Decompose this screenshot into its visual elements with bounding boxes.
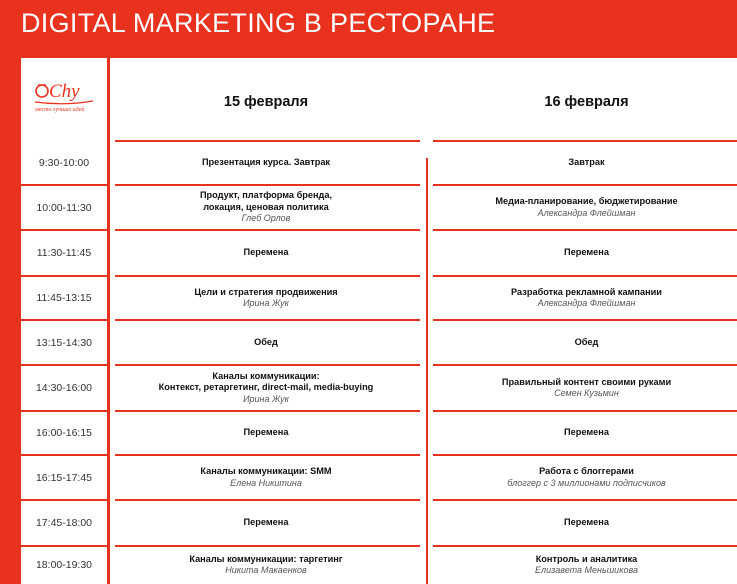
row-line-day2 [433,499,737,501]
time-slot: 13:15-14:30 [35,336,93,349]
session-title: Обед [254,336,278,347]
time-slot: 14:30-16:00 [35,382,93,394]
session-cell-day1 [116,320,416,365]
day-header-1: 15 февраля [223,94,309,110]
schedule-row [21,230,737,276]
session-cell-day1 [116,365,416,411]
time-row-line [21,275,107,277]
session-cell-day1 [116,500,416,546]
session-title: Продукт, платформа бренда, [199,190,333,201]
time-row-line [21,364,107,366]
session-title: Перемена [564,247,609,258]
time-row-line [21,499,107,501]
session-cell-day2 [436,546,737,584]
row-line-day1 [115,499,420,501]
day-header-2: 16 февраля [544,94,629,110]
session-cell-day2 [436,365,737,411]
time-slot: 9:30-10:00 [38,157,90,169]
schedule-row [21,411,737,455]
schedule-table [21,58,737,584]
time-slot: 16:00-16:15 [35,427,93,439]
session-title: Перемена [243,247,289,258]
session-title: Перемена [243,427,289,438]
time-slot: 17:45-18:00 [35,517,93,529]
session-title: Медиа-планирование, бюджетирование [495,196,678,206]
session-speaker: Александра Флейшман [537,298,636,308]
session-cell-day1 [116,455,416,500]
session-title: Презентация курса. Завтрак [201,157,331,168]
session-cell-day1 [116,546,416,584]
row-line-day1 [115,364,420,366]
row-line-day1 [115,184,420,186]
time-row-line [21,319,107,321]
schedule-row [21,365,737,411]
schedule-row [21,455,737,500]
session-speaker: Елена Никитина [230,477,302,488]
time-row-line [21,229,107,231]
time-slot: 10:00-11:30 [36,201,92,214]
session-cell-day2 [436,185,737,230]
schedule-row [21,276,737,320]
schedule-row [21,185,737,230]
time-row-line [21,545,107,547]
row-line-day2 [433,454,737,456]
row-line-day1 [115,410,420,412]
session-speaker: Елизавета Меньшикова [535,565,638,575]
session-speaker: Александра Флейшман [537,207,636,218]
session-cell-day1 [116,141,416,185]
session-title: Цели и стратегия продвижения [194,286,338,297]
session-cell-day2 [436,455,737,500]
session-speaker: Ирина Жук [243,298,289,308]
schedule-row [21,141,737,185]
time-slot: 11:45-13:15 [36,292,92,304]
row-line-day2 [433,275,737,277]
session-cell-day2 [436,320,737,365]
row-line-day1 [115,545,420,547]
logo-mark: Chy [49,81,80,102]
session-speaker: Семен Кузьмин [554,388,619,398]
session-title: Перемена [243,517,289,528]
time-row-line [21,184,107,186]
session-title: локация, ценовая политика [203,201,329,212]
session-title: Контекст, ретаргетинг, direct-mail, media-buying [158,382,374,393]
session-speaker: Глеб Орлов [241,213,291,224]
logo-graphic [29,76,99,116]
session-title: Перемена [564,427,609,438]
logo [29,76,99,116]
session-speaker: Ирина Жук [243,393,289,404]
session-title: Каналы коммуникации: таргетинг [189,553,343,564]
session-cell-day2 [436,276,737,320]
session-title: Перемена [564,517,609,528]
page-title: DIGITAL MARKETING В РЕСТОРАНЕ [21,8,496,38]
session-speaker: Никита Макаенков [225,565,307,575]
session-title: Каналы коммуникации: SMM [200,466,332,476]
session-cell-day2 [436,500,737,546]
time-row-line [21,454,107,456]
session-speaker: блоггер с 3 миллионами подписчиков [507,477,666,488]
time-slot: 11:30-11:45 [36,247,92,259]
session-cell-day1 [116,230,416,276]
schedule-row [21,320,737,365]
session-title: Обед [574,336,599,347]
session-cell-day2 [436,141,737,185]
session-title: Каналы коммуникации: [212,370,320,381]
row-line-day2 [433,364,737,366]
schedule-row [21,500,737,546]
row-line-day2 [433,184,737,186]
session-title: Правильный контент своими руками [501,376,672,387]
row-line-day1 [115,454,420,456]
row-line-day2 [433,410,737,412]
row-line-day1 [115,229,420,231]
session-cell-day1 [116,276,416,320]
session-title: Работа с блоггерами [539,466,634,476]
row-line-day1 [115,319,420,321]
logo-tagline: место лучших идей [35,107,85,113]
row-line-day2 [433,319,737,321]
row-line-day1 [115,275,420,277]
time-row-line [21,410,107,412]
session-title: Завтрак [568,157,605,168]
schedule-row [21,546,737,584]
session-cell-day2 [436,230,737,276]
session-title: Разработка рекламной кампании [511,286,662,297]
session-cell-day2 [436,411,737,455]
session-cell-day1 [116,185,416,230]
time-slot: 16:15-17:45 [35,471,93,484]
session-cell-day1 [116,411,416,455]
session-title: Контроль и аналитика [535,553,638,564]
time-slot: 18:00-19:30 [35,559,93,571]
row-line-day2 [433,545,737,547]
row-line-day2 [433,229,737,231]
